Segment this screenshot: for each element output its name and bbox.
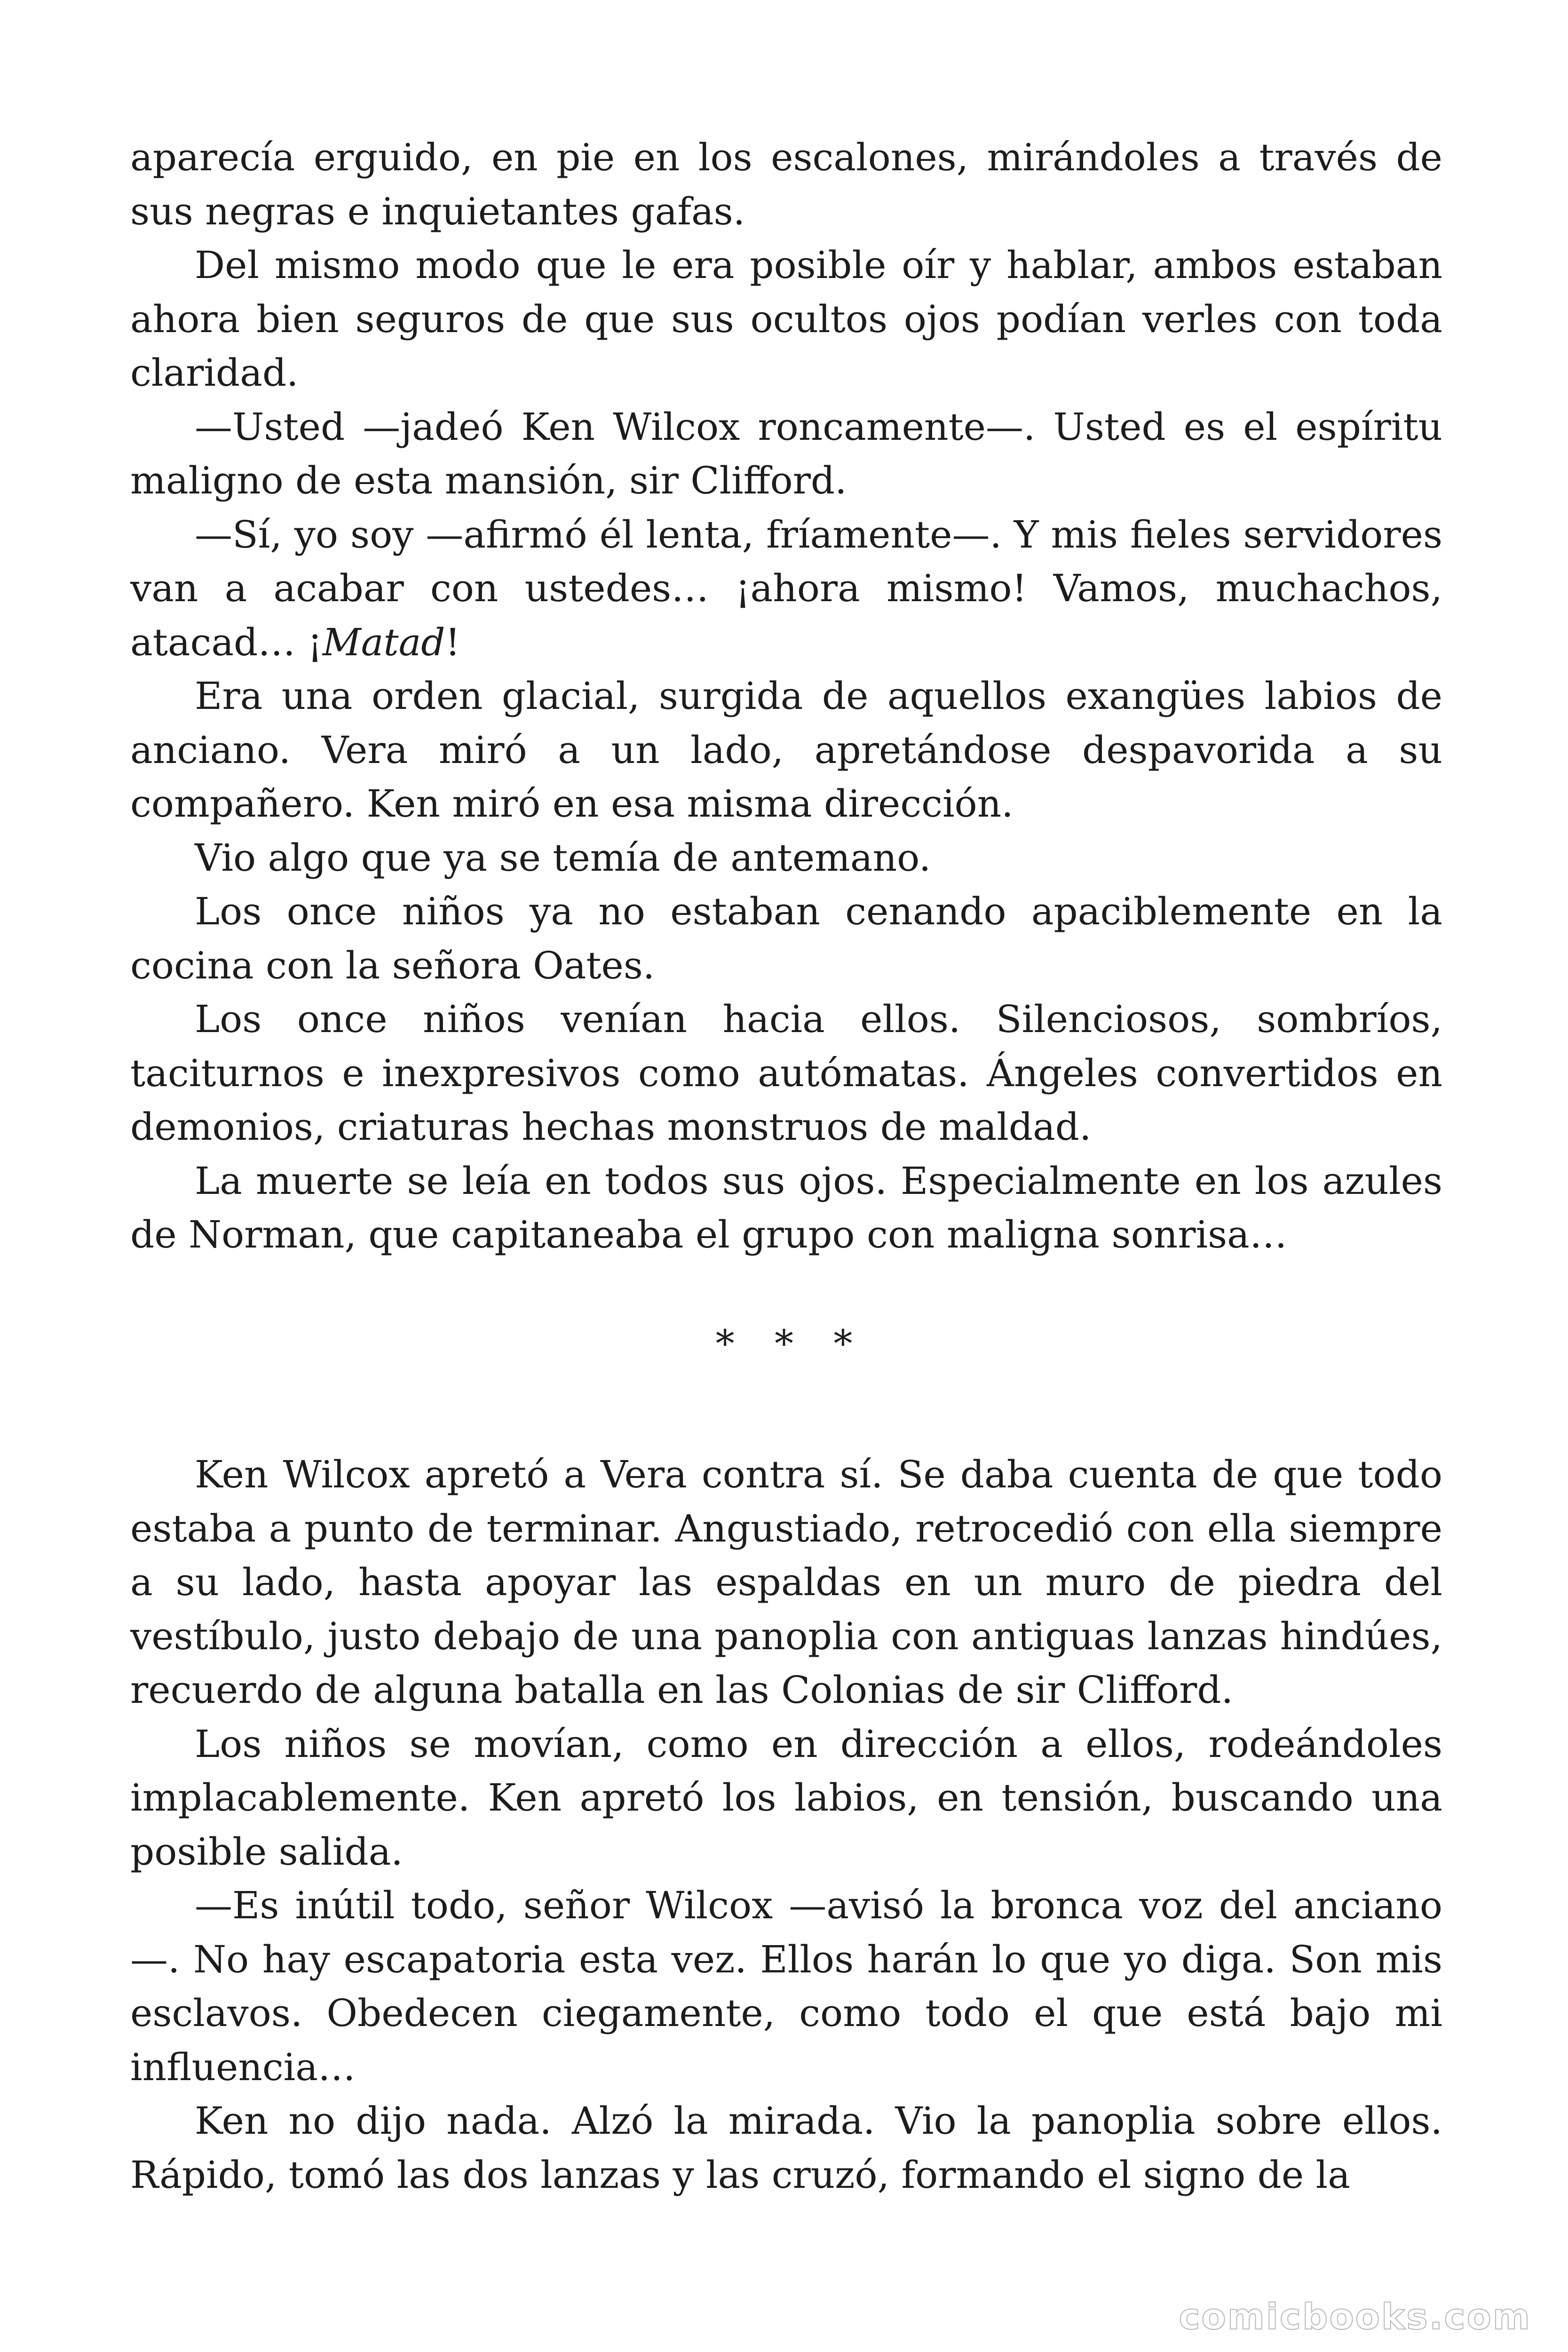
text-block-after-separator (130, 1448, 1442, 2202)
paragraph: Vio algo que ya se temía de antemano. (195, 835, 931, 880)
paragraph: La muerte se leía en todos sus ojos. Especialmente en los azules de Norman, que capitaneaba el grupo con maligna sonrisa… (130, 1159, 1442, 1256)
paragraph: Del mismo modo que le era posible oír y hablar, ambos estaban ahora bien seguros de que sus ocultos ojos podían verles con toda claridad. (130, 243, 1442, 395)
scene-separator: * * * (715, 1322, 867, 1366)
paragraph: Los once niños ya no estaban cenando apaciblemente en la cocina con la señora Oates. (130, 890, 1442, 987)
italic-emphasis: Matad (322, 620, 445, 664)
paragraph: Ken Wilcox apretó a Vera contra sí. Se daba cuenta de que todo estaba a punto de terminar. Angustiado, retrocedió con ella siempre a su lado, hasta apoyar las espaldas en un muro de piedra del vestíbulo, justo debajo de una panoplia con antiguas lanzas hindúes, recuerdo de alguna batalla en las Colonias de sir Clifford. (130, 1453, 1442, 1712)
paragraph: —Es inútil todo, señor Wilcox —avisó la bronca voz del anciano —. No hay escapatoria esta vez. Ellos harán lo que yo diga. Son mis esclavos. Obedecen ciegamente, como todo el que está bajo mi influencia… (130, 1883, 1442, 2089)
paragraph: Ken no dijo nada. Alzó la mirada. Vio la panoplia sobre ellos. Rápido, tomó las dos lanzas y las cruzó, formando el signo de la (130, 2099, 1442, 2197)
text-block-before-separator (130, 131, 1442, 1262)
paragraph-with-italic (130, 508, 1442, 670)
paragraph: Era una orden glacial, surgida de aquellos exangües labios de anciano. Vera miró a un lado, apretándose despavorida a su compañero. Ken miró en esa misma dirección. (130, 674, 1442, 826)
paragraph: aparecía erguido, en pie en los escalones, mirándoles a través de sus negras e inquietantes gafas. (130, 135, 1442, 233)
paragraph: Los niños se movían, como en dirección a ellos, rodeándoles implacablemente. Ken apretó los labios, en tensión, buscando una posible salida. (130, 1722, 1442, 1874)
paragraph: —Usted —jadeó Ken Wilcox roncamente—. Usted es el espíritu maligno de esta mansión, sir Clifford. (130, 405, 1442, 502)
watermark: comicbooks.com (1179, 2296, 1531, 2337)
paragraph-text: —Sí, yo soy —afirmó él lenta, fríamente—. Y mis fieles servidores van a acabar con ustedes… ¡ahora mismo! Vamos, muchachos, atacad… ¡ (130, 512, 1442, 664)
paragraph-text: ! (445, 620, 460, 664)
paragraph: Los once niños venían hacia ellos. Silenciosos, sombríos, taciturnos e inexpresivos como autómatas. Ángeles convertidos en demonios, criaturas hechas monstruos de maldad. (130, 997, 1442, 1149)
